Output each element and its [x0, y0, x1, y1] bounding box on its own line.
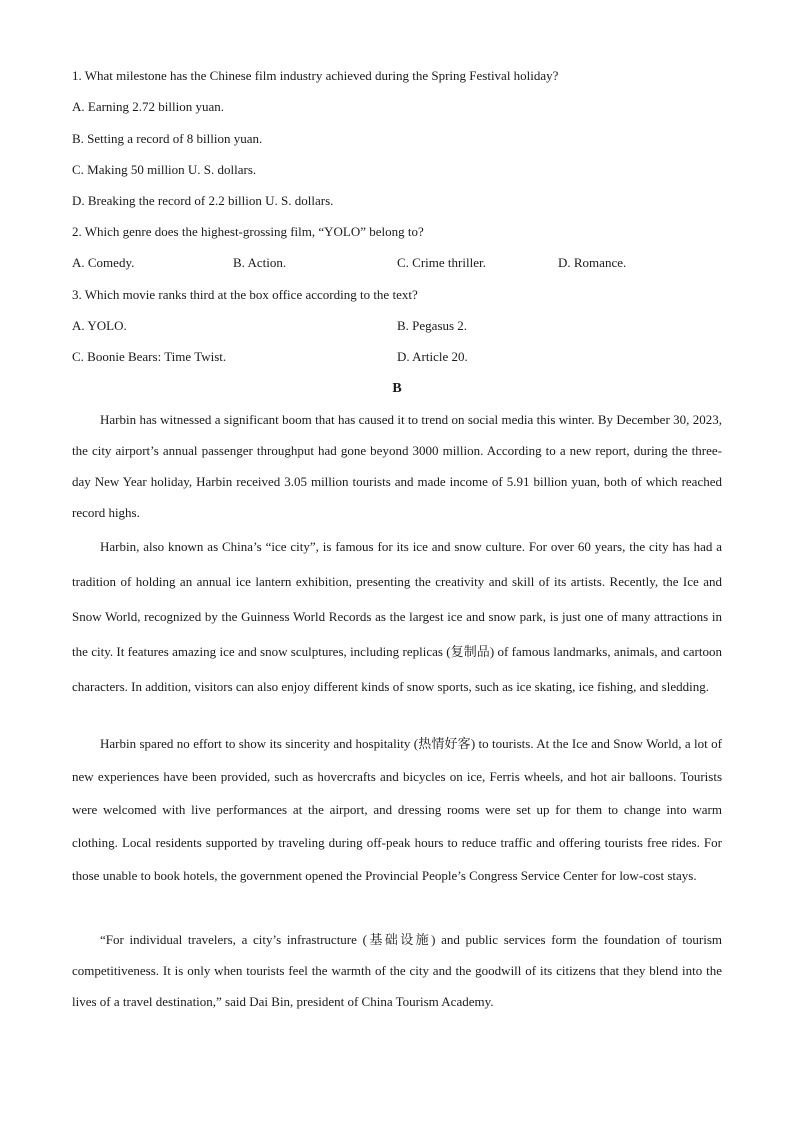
passage-paragraph-1: Harbin has witnessed a significant boom that has caused it to trend on social media this winter. By December 30, 2023, the city airport’s annual passenger throughput had gone beyond 3000 million. According to a new report, during the three-day New Year holiday, Harbin received 3.05 million tourists and made income of 5.91 billion yuan, both of which reached record highs. — [72, 412, 722, 520]
passage-paragraph-2: Harbin, also known as China’s “ice city”, is famous for its ice and snow culture. For over 60 years, the city has had a tradition of holding an annual ice lantern exhibition, presenting the creativity and skill of its artists. Recently, the Ice and Snow World, recognized by the Guinness World Records as the largest ice and snow park, is just one of many attractions in the city. It features amazing ice and snow sculptures, including replicas (复制品) of famous landmarks, animals, and cartoon characters. In addition, visitors can also enjoy different kinds of snow sports, such as ice skating, ice fishing, and sledding. — [72, 539, 722, 694]
question-1-option-c: C. Making 50 million U. S. dollars. — [72, 162, 257, 177]
question-1-option-a: A. Earning 2.72 billion yuan. — [72, 99, 225, 114]
question-2-option-b: B. Action. — [233, 255, 287, 270]
question-1-stem: 1. What milestone has the Chinese film industry achieved during the Spring Festival holiday? — [72, 68, 559, 83]
question-3-option-d: D. Article 20. — [397, 349, 468, 364]
question-2-stem: 2. Which genre does the highest-grossing film, “YOLO” belong to? — [72, 224, 424, 239]
passage-paragraph-4: “For individual travelers, a city’s infrastructure (基础设施) and public services form the foundation of tourism competitiveness. It is only when tourists feel the warmth of the city and the goodwill of its citizens that they blend into the lives of a travel destination,” said Dai Bin, president of China Tourism Academy. — [72, 932, 722, 1009]
question-3-option-b: B. Pegasus 2. — [397, 318, 468, 333]
question-1-option-b: B. Setting a record of 8 billion yuan. — [72, 131, 263, 146]
question-2-option-a: A. Comedy. — [72, 255, 135, 270]
question-3-option-a: A. YOLO. — [72, 318, 127, 333]
passage-paragraph-3: Harbin spared no effort to show its sincerity and hospitality (热情好客) to tourists. At the Ice and Snow World, a lot of new experiences have been provided, such as hovercrafts and bicycles on ice, Ferris wheels, and hot air balloons. Tourists were welcomed with live performances at the airport, and dressing rooms were set up for them to change into warm clothing. Local residents supported by traveling during off-peak hours to reduce traffic and offering tourists free rides. For those unable to book hotels, the government opened the Provincial People’s Congress Service Center for low-cost stays. — [72, 736, 722, 883]
question-2-option-d: D. Romance. — [558, 255, 627, 270]
question-2-option-c: C. Crime thriller. — [397, 255, 486, 270]
question-3-stem: 3. Which movie ranks third at the box office according to the text? — [72, 287, 418, 302]
question-3-option-c: C. Boonie Bears: Time Twist. — [72, 349, 227, 364]
section-heading: B — [392, 381, 402, 396]
question-1-option-d: D. Breaking the record of 2.2 billion U. S. dollars. — [72, 193, 334, 208]
